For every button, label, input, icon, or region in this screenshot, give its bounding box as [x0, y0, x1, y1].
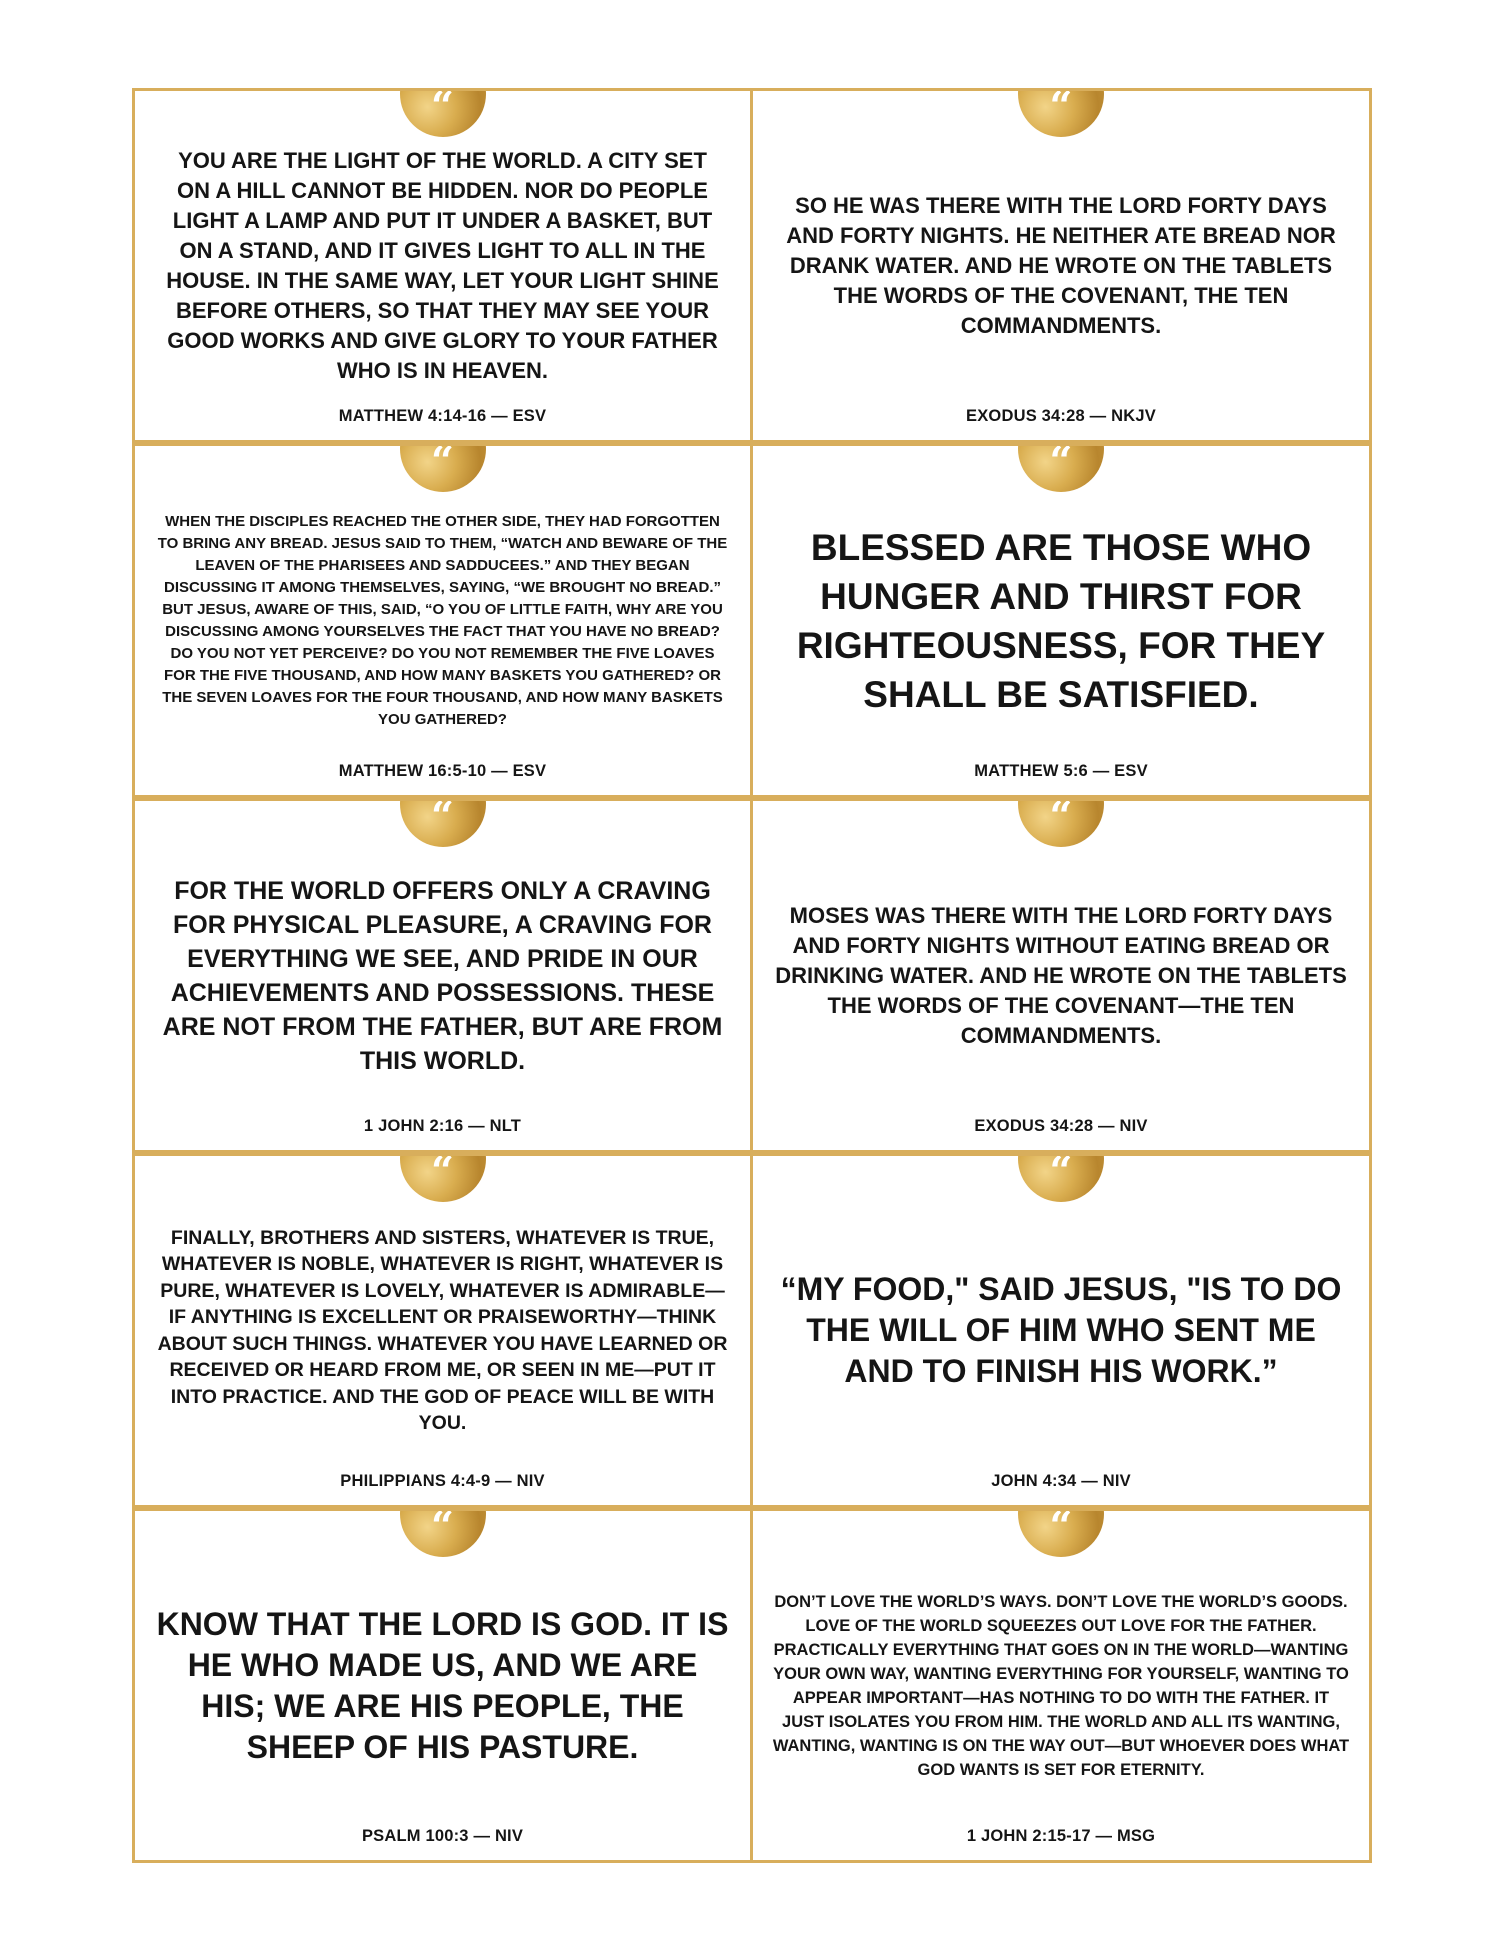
scripture-text: “MY FOOD," SAID JESUS, "IS TO DO THE WILL OF HIM WHO SENT ME AND TO FINISH HIS WORK.” [780, 1271, 1342, 1389]
quote-badge-icon [400, 443, 486, 492]
scripture-card [752, 1153, 1372, 1508]
card-body [771, 496, 1351, 745]
quote-badge-icon [1018, 443, 1104, 492]
scripture-text: FOR THE WORLD OFFERS ONLY A CRAVING FOR PHYSICAL PLEASURE, A CRAVING FOR EVERYTHING WE SEE, AND PRIDE IN OUR ACHIEVEMENTS AND POSSESSIONS. THESE ARE NOT FROM THE FATHER, BUT ARE FROM THIS WORLD. [162, 876, 723, 1075]
quote-mark: “ [1049, 88, 1073, 130]
quote-mark: “ [430, 88, 454, 130]
quote-badge-icon [400, 1508, 486, 1557]
quote-mark: “ [1049, 443, 1073, 485]
quote-badge-icon [400, 88, 486, 137]
quote-mark: “ [430, 1508, 454, 1550]
card-body [153, 496, 732, 745]
quote-mark: “ [430, 443, 454, 485]
scripture-text: BLESSED ARE THOSE WHO HUNGER AND THIRST FOR RIGHTEOUSNESS, FOR THEY SHALL BE SATISFIED. [796, 526, 1326, 715]
card-body [771, 1206, 1351, 1455]
scripture-reference: EXODUS 34:28 — NKJV [966, 407, 1156, 425]
scripture-card [132, 798, 752, 1153]
scripture-text: KNOW THAT THE LORD IS GOD. IT IS HE WHO MADE US, AND WE ARE HIS; WE ARE HIS PEOPLE, THE SHEEP OF HIS PASTURE. [156, 1605, 729, 1765]
scripture-card [752, 88, 1372, 443]
quote-badge-icon [1018, 1508, 1104, 1557]
scripture-reference: JOHN 4:34 — NIV [991, 1472, 1131, 1490]
scripture-text: YOU ARE THE LIGHT OF THE WORLD. A CITY SET ON A HILL CANNOT BE HIDDEN. NOR DO PEOPLE LIGHT A LAMP AND PUT IT UNDER A BASKET, BUT ON A STAND, AND IT GIVES LIGHT TO ALL IN THE HOUSE. IN THE SAME WAY, LET YOUR LIGHT SHINE BEFORE OTHERS, SO THAT THEY MAY SEE YOUR GOOD WORKS AND GIVE GLORY TO YOUR FATHER WHO IS IN HEAVEN. [166, 147, 719, 383]
scripture-text: SO HE WAS THERE WITH THE LORD FORTY DAYS AND FORTY NIGHTS. HE NEITHER ATE BREAD NOR DRANK WATER. AND HE WROTE ON THE TABLETS THE WORDS OF THE COVENANT, THE TEN COMMANDMENTS. [786, 192, 1336, 338]
scripture-reference: 1 JOHN 2:16 — NLT [363, 1117, 522, 1135]
scripture-reference: 1 JOHN 2:15-17 — MSG [966, 1827, 1156, 1845]
scripture-reference: PHILIPPIANS 4:4-9 — NIV [340, 1472, 545, 1490]
scripture-reference: PSALM 100:3 — NIV [361, 1827, 524, 1845]
scripture-reference: EXODUS 34:28 — NIV [974, 1117, 1148, 1135]
scripture-reference: MATTHEW 4:14-16 — ESV [338, 407, 547, 425]
quote-mark: “ [430, 798, 454, 840]
scripture-card [132, 88, 752, 443]
scripture-card-sheet [132, 88, 1372, 1863]
quote-mark: “ [1049, 1153, 1073, 1195]
scripture-card [132, 1508, 752, 1863]
scripture-text: MOSES WAS THERE WITH THE LORD FORTY DAYS AND FORTY NIGHTS WITHOUT EATING BREAD OR DRINKING WATER. AND HE WROTE ON THE TABLETS THE WORDS OF THE COVENANT—THE TEN COMMANDMENTS. [775, 902, 1347, 1048]
card-body [153, 141, 732, 390]
scripture-card [752, 1508, 1372, 1863]
scripture-card [132, 1153, 752, 1508]
card-body [771, 851, 1351, 1100]
scripture-text: DON’T LOVE THE WORLD’S WAYS. DON’T LOVE THE WORLD’S GOODS. LOVE OF THE WORLD SQUEEZES OUT LOVE FOR THE FATHER. PRACTICALLY EVERYTHING THAT GOES ON IN THE WORLD—WANTING YOUR OWN WAY, WANTING EVERYTHING FOR YOURSELF, WANTING TO APPEAR IMPORTANT—HAS NOTHING TO DO WITH THE FATHER. IT JUST ISOLATES YOU FROM HIM. THE WORLD AND ALL ITS WANTING, WANTING, WANTING IS ON THE WAY OUT—BUT WHOEVER DOES WHAT GOD WANTS IS SET FOR ETERNITY. [772, 1592, 1350, 1779]
quote-mark: “ [1049, 798, 1073, 840]
card-body [153, 1561, 732, 1810]
scripture-reference: MATTHEW 16:5-10 — ESV [338, 762, 547, 780]
scripture-text: WHEN THE DISCIPLES REACHED THE OTHER SIDE, THEY HAD FORGOTTEN TO BRING ANY BREAD. JESUS SAID TO THEM, “WATCH AND BEWARE OF THE LEAVEN OF THE PHARISEES AND SADDUCEES.” AND THEY BEGAN DISCUSSING IT AMONG THEMSELVES, SAYING, “WE BROUGHT NO BREAD.” BUT JESUS, AWARE OF THIS, SAID, “O YOU OF LITTLE FAITH, WHY ARE YOU DISCUSSING AMONG YOURSELVES THE FACT THAT YOU HAVE NO BREAD? DO YOU NOT YET PERCEIVE? DO YOU NOT REMEMBER THE FIVE LOAVES FOR THE FIVE THOUSAND, AND HOW MANY BASKETS YOU GATHERED? OR THE SEVEN LOAVES FOR THE FOUR THOUSAND, AND HOW MANY BASKETS YOU GATHERED? [157, 512, 728, 728]
quote-badge-icon [400, 798, 486, 847]
scripture-card [752, 798, 1372, 1153]
quote-badge-icon [1018, 88, 1104, 137]
card-body [153, 851, 732, 1100]
quote-badge-icon [1018, 1153, 1104, 1202]
scripture-card [132, 443, 752, 798]
quote-badge-icon [1018, 798, 1104, 847]
card-body [153, 1206, 732, 1455]
quote-badge-icon [400, 1153, 486, 1202]
card-body [771, 1561, 1351, 1810]
quote-mark: “ [430, 1153, 454, 1195]
scripture-reference: MATTHEW 5:6 — ESV [974, 762, 1148, 780]
scripture-text: FINALLY, BROTHERS AND SISTERS, WHATEVER IS TRUE, WHATEVER IS NOBLE, WHATEVER IS RIGHT, WHATEVER IS PURE, WHATEVER IS LOVELY, WHATEVER IS ADMIRABLE—IF ANYTHING IS EXCELLENT OR PRAISEWORTHY—THINK ABOUT SUCH THINGS. WHATEVER YOU HAVE LEARNED OR RECEIVED OR HEARD FROM ME, OR SEEN IN ME—PUT IT INTO PRACTICE. AND THE GOD OF PEACE WILL BE WITH YOU. [157, 1226, 728, 1434]
scripture-card [752, 443, 1372, 798]
quote-mark: “ [1049, 1508, 1073, 1550]
card-body [771, 141, 1351, 390]
